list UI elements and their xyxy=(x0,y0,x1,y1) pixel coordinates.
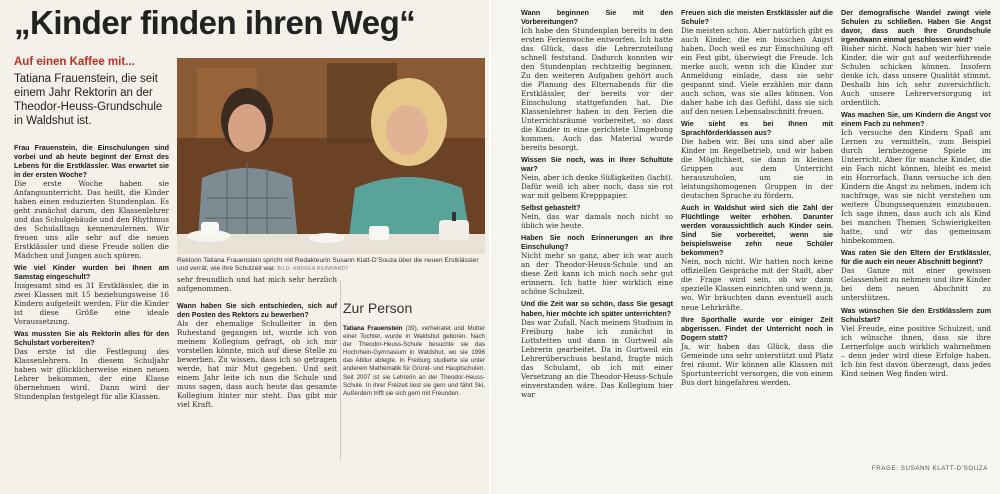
person-box-title: Zur Person xyxy=(343,300,413,316)
answer: Ich habe den Stundenplan bereits in den ersten Ferienwoche entworfen. Ich hatte das Glück, dass die Lehrerzuteilung schnell feststand. Dadurch konnten wir den Stundenplan rechtzeitig beginnen. Zu den weiteren Aufgaben gehört auch die Planung des Elternabends für die Erstklässler, der bereits vor der Einschulung stattgefunden hat. Die Klassenlehrer haben in den Ferien die Unterrichtsräume vorbereitet, so dass die Kinder in eine gerichtete Umgebung kommen. Auch das Material wurde bereits besorgt. xyxy=(521,26,673,153)
kicker: Auf einen Kaffee mit... xyxy=(14,56,135,68)
question: Auch in Waldshut wird sich die Zahl der Flüchtlinge weiter erhöhen. Darunter werden voraussichtlich auch Kinder sein. Sind Sie vorbereitet, wenn sie beispielsweise zehn neue Schüler bekommen? xyxy=(681,203,833,258)
headline: „Kinder finden ihren Weg“ xyxy=(14,4,416,41)
answer: Viel Freude, eine positive Schulzeit, und ich wünsche ihnen, dass sie ihre Lernerfolge auch wirklich wahrnehmen – denn jeder wird diese Erfolge haben. Ich bin fest davon überzeugt, dass jedes Kind seinen Weg finden wird. xyxy=(841,323,991,378)
answer: Das Ganze mit einer gewissen Gelassenheit zu nehmen und ihre Kinder bei dem neuen Abschnitt zu unterstützen. xyxy=(841,266,991,303)
question: Der demografische Wandel zwingt viele Schulen zu schließen. Haben Sie Angst davor, dass auch Ihre Grundschule irgendwann einmal geschlossen wird? xyxy=(841,8,991,45)
answer: Als der ehemalige Schulleiter in den Ruhestand gegangen ist, wurde ich von meinem Kollegium gefragt, ob ich mir vorstellen könnte, mich auf diese Stelle zu bewerben. Zu wissen, dass ich so getragen werde, hat mir Mut gegeben. Und seit einem Jahr leite ich nun die Schule und muss sagen, dass auch heute das gesamte Kollegium hinter mir steht. Das gibt mir viel Kraft. xyxy=(177,319,337,410)
left-page xyxy=(0,0,489,494)
answer: Die haben wir. Bei uns sind aber alle Kinder im Regelbetrieb, und wir haben die Möglichkeit, sie dann in kleinen Gruppen aus dem Unterricht herauszuholen, um sie in leistungshomogenen Gruppen in der deutschen Sprache zu fördern. xyxy=(681,137,833,201)
intro-text: Tatiana Frauenstein, die seit einem Jahr Rektorin an der Theodor-Heuss-Grundschule in Waldshut ist. xyxy=(14,73,163,127)
answer: Nein, das war damals noch nicht so üblich wie heute. xyxy=(521,212,673,231)
question: Was raten Sie den Eltern der Erstklässler, für die auch ein neuer Abschnitt beginnt? xyxy=(841,248,991,267)
answer: Nein, aber ich denke Süßigkeiten (lacht). Dafür weiß ich aber noch, dass sie rot war mit gelbem Krepppapier. xyxy=(521,173,673,201)
column-2 xyxy=(177,275,337,409)
answer: Ich versuche den Kindern Spaß am Lernen zu vermitteln, zum Beispiel durch lernbezogene Spiele im Unterricht. Aber für manche Kinder, die ein Fach nicht können, bleibt es meist ein Horrorfach. Dann versuche ich den Kindern die Angst zu nehmen, indem ich nachfrage, was sie nicht verstehen um weitere Übungssequenzen einzubauen. Ich sage ihnen, dass auch ich als Kind bei manchen Themen Schwierigkeiten hatte, und wir das gemeinsam hinbekommen. xyxy=(841,128,991,246)
answer: Insgesamt sind es 31 Erstklässler, die in zwei Klassen mit 15 beziehungsweise 16 Kindern aufgeteilt werden. Für die Kinder ist diese Größe eine ideale Voraussetzung. xyxy=(14,281,169,327)
interview-signature: FRAGE: SUSANN KLATT-D’SOUZA xyxy=(871,465,988,472)
question: Haben Sie noch Erinnerungen an Ihre Einschulung? xyxy=(521,233,673,252)
column-1 xyxy=(14,143,169,401)
answer: Bisher nicht. Noch haben wir hier viele Kinder, die wir gut auf weiterführende Schulen schicken können. Insofern denke ich, dass unsere Qualität stimmt. Deshalb bin ich sehr zuversichtlich. Auch unsere Lehrerversorgung ist ordentlich. xyxy=(841,44,991,108)
question: Wie sieht es bei Ihnen mit Sprachförderklassen aus? xyxy=(681,119,833,138)
answer: Das erste ist die Festlegung des Klassenlehrers. In diesem Schuljahr haben wir glücklicherweise einen neuen Lehrer bekommen, der eine Klasse übernehmen wird. Dann wird der Stundenplan festgelegt für alle Klassen. xyxy=(14,347,169,402)
question: Wie viel Kinder wurden bei Ihnen am Samstag eingeschult? xyxy=(14,263,169,282)
question: Frau Frauenstein, die Einschulungen sind vorbei und ab heute beginnt der Ernst des Lebens für die Erstklässler. Was erwartet sie in der ersten Woche? xyxy=(14,143,169,180)
answer: Das war Zufall. Nach meinem Studium in Freiburg habe ich zunächst in Lottstetten und dann in Gurtweil als Lehrerin gearbeitet. Da in Gurtweil ein Lehrerüberschuss bestand, fragte mich das Schulamt, ob ich mit einer Versetzung an die Theodor-Heuss-Schule einverstanden wäre. Das Kollegium hier war xyxy=(521,317,673,399)
question: Was machen Sie, um Kindern die Angst vor einem Fach zu nehmen? xyxy=(841,110,991,129)
person-box-text xyxy=(343,325,485,398)
question: Freuen sich die meisten Erstklässler auf die Schule? xyxy=(681,8,833,27)
person-bio: (39), verheiratet und Mutter einer Tochter, wurde in Waldshut geboren. Nach der Theodor-Heuss-Schule besuchte sie das Hochrhein-Gymnasium in Waldshut, wo sie 1996 das Abitur ablegte. In Freiburg studierte sie unter anderem Mathematik für Grund- und Hauptschulen. Seit 2007 ist sie Lehrerin an der Theodor-Heuss-Schule. In ihrer Freizeit liest sie gern und fährt Ski, Außerdem trifft sie sich gern mit Freunden. xyxy=(343,325,485,397)
question: Selbst gebastelt? xyxy=(521,203,581,213)
answer: Die erste Woche haben sie Anfangsunterricht. Das heißt, die Kinder haben einen reduzierten Stundenplan. Es geht zunächst darum, den Klassenlehrer und das Schulgebäude und den Rhythmus des Schulalltags kennenzulernen. Wir freuen uns alle sehr auf die neuen Erstklässler und diese Freude sollen die Mädchen und Jungen auch spüren. xyxy=(14,179,169,261)
column-3 xyxy=(521,8,673,399)
photo-credit: BILD: ANDREA REINHARDT xyxy=(277,266,349,273)
photo-illustration xyxy=(177,58,485,254)
question: Was mussten Sie als Rektorin alles für den Schulstart vorbereiten? xyxy=(14,329,169,348)
interview-photo xyxy=(177,58,485,254)
question: Wann haben Sie sich entschieden, sich auf den Posten des Rektors zu bewerben? xyxy=(177,301,337,320)
answer: Die meisten schon. Aber natürlich gibt es auch Kinder, die ein bisschen Angst haben. Doch weil es zur Einschulung oft ein Fest gibt, überwiegt die Freude. Ich merke auch, wenn ich die Kinder zur Anmeldung einlade, dass sie sehr gespannt sind. Viele erzählen mir dann auch schon, was sie alles können. Von daher habe ich das Gefühl, dass sie sich auf den neuen Lebensabschnitt freuen. xyxy=(681,26,833,117)
right-page xyxy=(491,0,1000,494)
person-name: Tatiana Frauenstein xyxy=(343,325,403,332)
caption-text: Rektorin Tatiana Frauenstein spricht mit Redakteurin Susann Klatt-D’Souza über die neuen Erstklässler und verrät, wie ihre Schulzeit war. xyxy=(177,257,479,273)
question: Wissen Sie noch, was in Ihrer Schultüte war? xyxy=(521,155,673,174)
question: Und die Zeit war so schön, dass Sie gesagt haben, hier möchte ich später unterrichten? xyxy=(521,299,673,318)
answer-continued: sehr freundlich und hat mich sehr herzlich aufgenommen. xyxy=(177,275,337,294)
column-5 xyxy=(841,8,991,378)
answer: Nein, noch nicht. Wir hatten noch keine offiziellen Gespräche mit der Stadt, aber die Frage wird sein, ob wir dann spezielle Klassen einrichten und wenn ja, wo. Wir bräuchten dann eventuell auch neue Lehrkräfte. xyxy=(681,257,833,312)
question: Was wünschen Sie den Erstklässlern zum Schulstart? xyxy=(841,305,991,324)
column-4 xyxy=(681,8,833,387)
question: Ihre Sporthalle wurde vor einiger Zeit abgerissen. Findet der Unterricht noch in Dogern statt? xyxy=(681,314,833,342)
answer: Ja, wir haben das Glück, dass die Gemeinde uns sehr unterstützt und Platz frei räumt. Wir können alle Klassen mit Sportunterricht versorgen, die von einem Bus dort hingefahren werden. xyxy=(681,341,833,387)
answer: Nicht mehr so ganz, aber ich war auch an der Theodor-Heuss-Schule und an diese Zeit kann ich mich noch sehr gut erinnern. Ich hatte hier wirklich eine schöne Schulzeit. xyxy=(521,251,673,297)
question: Wann beginnen Sie mit den Vorbereitungen? xyxy=(521,8,673,27)
column-divider xyxy=(340,280,341,460)
photo-caption xyxy=(177,257,485,274)
